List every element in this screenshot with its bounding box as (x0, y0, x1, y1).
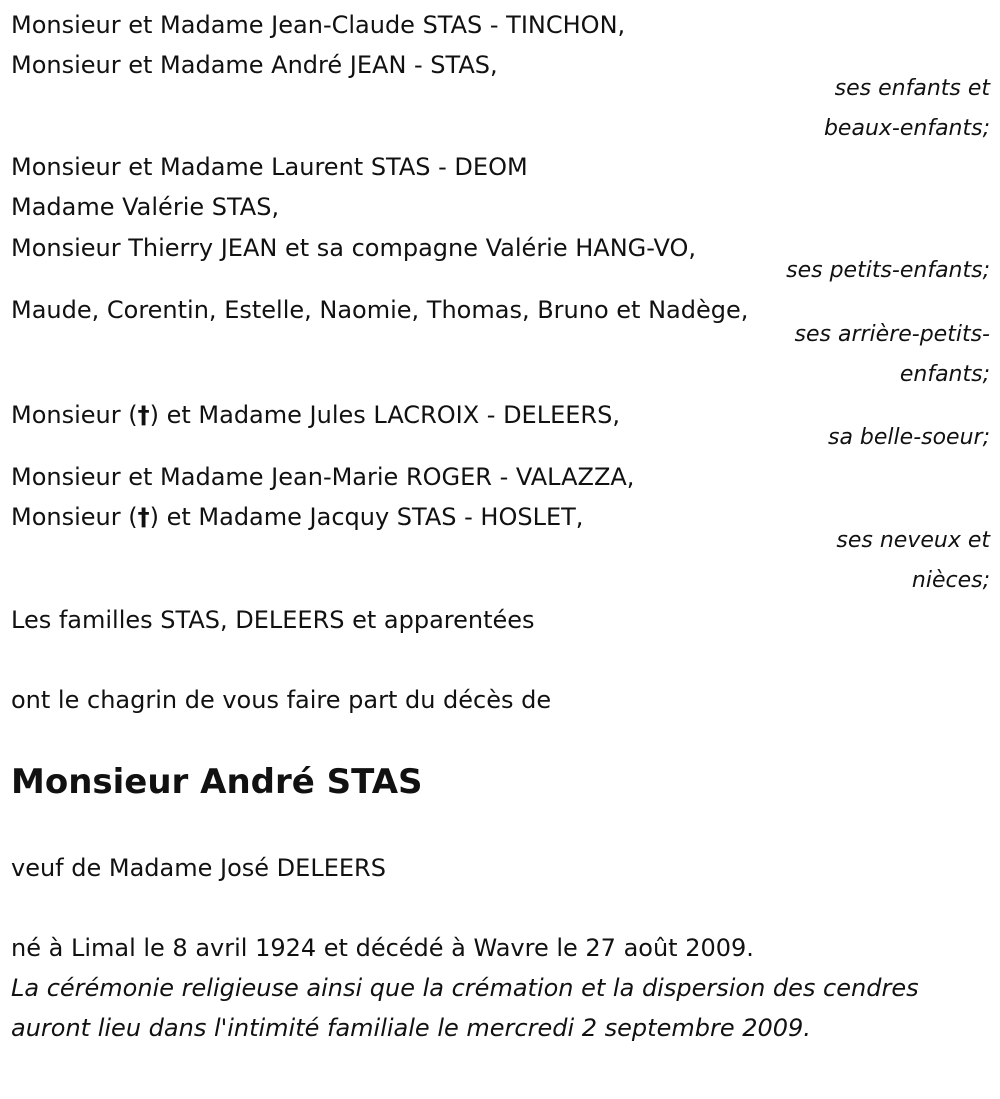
announcement-text: ont le chagrin de vous faire part du décès de (11, 686, 552, 714)
role-sister-in-law: sa belle-soeur; (828, 425, 990, 450)
role-great-grandchildren-1: ses arrière-petits- (794, 322, 990, 347)
line-9-prefix: Monsieur ( (11, 503, 138, 531)
role-children-2: beaux-enfants; (823, 116, 990, 141)
line-7-prefix: Monsieur ( (11, 401, 138, 429)
family-line-2: Monsieur et Madame André JEAN - STAS, (11, 51, 498, 79)
family-line-7 (11, 395, 620, 435)
family-line-4: Madame Valérie STAS, (11, 193, 280, 221)
widower-text: veuf de Madame José DELEERS (11, 854, 386, 882)
line-9-suffix: ) et Madame Jacquy STAS - HOSLET, (149, 503, 584, 531)
role-nephews-2: nièces; (911, 568, 990, 593)
ceremony-text: La cérémonie religieuse ainsi que la crémation et la dispersion des cendres auront lieu dans l'intimité familiale le mercredi 2 septembre 2009. (11, 974, 919, 1042)
family-line-6: Maude, Corentin, Estelle, Naomie, Thomas, Bruno et Nadège, (11, 296, 749, 324)
role-great-grandchildren-2: enfants; (899, 362, 990, 387)
family-line-8: Monsieur et Madame Jean-Marie ROGER - VALAZZA, (11, 463, 635, 491)
line-7-suffix: ) et Madame Jules LACROIX - DELEERS, (149, 401, 620, 429)
role-grandchildren: ses petits-enfants; (786, 258, 990, 283)
deceased-name: Monsieur André STAS (11, 762, 423, 802)
role-children-1: ses enfants et (834, 76, 990, 101)
family-line-9 (11, 497, 583, 537)
cross-icon: † (137, 401, 150, 429)
family-line-5: Monsieur Thierry JEAN et sa compagne Valérie HANG-VO, (11, 234, 697, 262)
role-nephews-1: ses neveux et (836, 528, 990, 553)
family-line-10: Les familles STAS, DELEERS et apparentées (11, 606, 535, 634)
family-line-3: Monsieur et Madame Laurent STAS - DEOM (11, 153, 528, 181)
family-line-1: Monsieur et Madame Jean-Claude STAS - TINCHON, (11, 11, 626, 39)
cross-icon: † (137, 503, 150, 531)
birth-death-text: né à Limal le 8 avril 1924 et décédé à Wavre le 27 août 2009. (11, 934, 754, 962)
